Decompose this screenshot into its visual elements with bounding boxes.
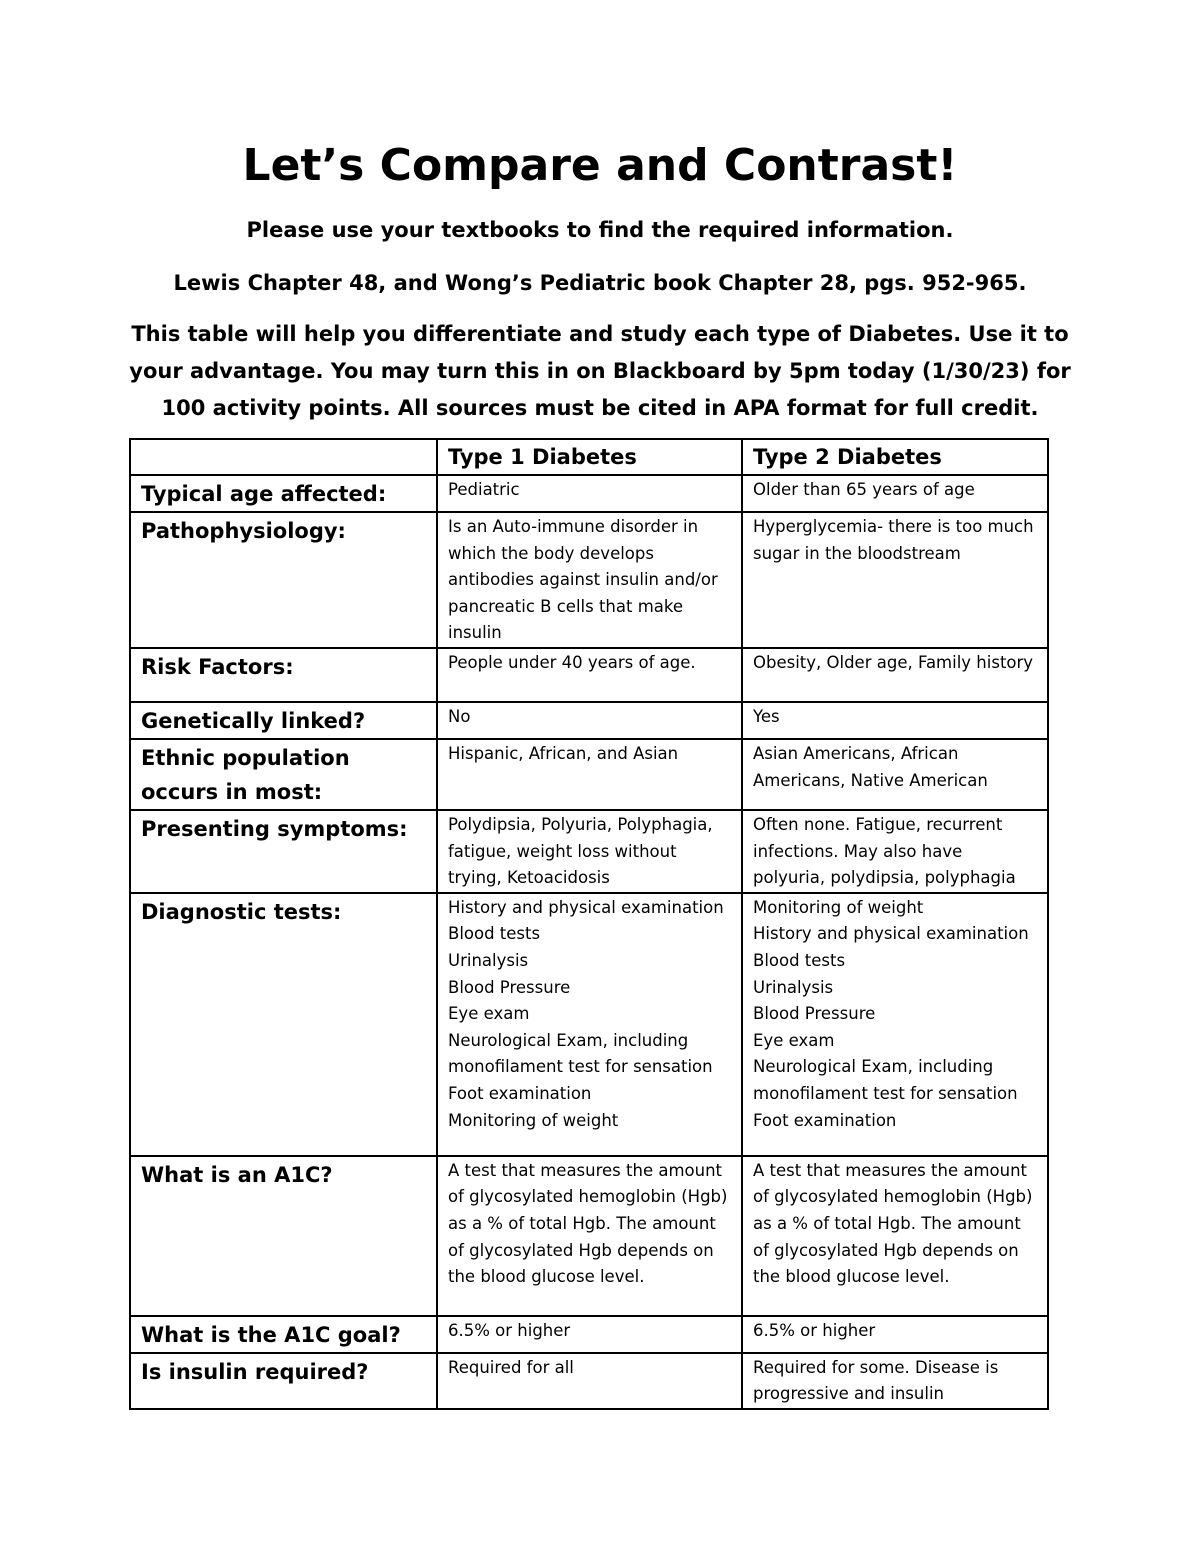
table-row: [130, 702, 1048, 739]
type2-cell: Monitoring of weight History and physical examination Blood tests Urinalysis Blood Pressure Eye exam Neurological Exam, including monofilament test for sensation Foot examination: [742, 893, 1048, 1156]
type2-cell: Obesity, Older age, Family history: [742, 648, 1048, 702]
page-title: Let’s Compare and Contrast!: [242, 140, 958, 191]
type2-cell: Required for some. Disease is progressive and insulin: [742, 1353, 1048, 1409]
header-cell-type1: Type 1 Diabetes: [437, 439, 742, 475]
table-row: [130, 739, 1048, 810]
row-label: Pathophysiology:: [130, 512, 437, 648]
instruction-text: Please use your textbooks to find the required information.: [246, 218, 954, 242]
type1-cell: Hispanic, African, and Asian: [437, 739, 742, 810]
type1-cell: People under 40 years of age.: [437, 648, 742, 702]
row-label: What is the A1C goal?: [130, 1316, 437, 1353]
type2-cell: A test that measures the amount of glycosylated hemoglobin (Hgb) as a % of total Hgb. The amount of glycosylated Hgb depends on the blood glucose level.: [742, 1156, 1048, 1316]
header-cell-blank: [130, 439, 437, 475]
type1-cell: No: [437, 702, 742, 739]
row-label: Ethnic population occurs in most:: [130, 739, 437, 810]
table-row: [130, 512, 1048, 648]
table-row: [130, 475, 1048, 512]
row-label: What is an A1C?: [130, 1156, 437, 1316]
row-label: Is insulin required?: [130, 1353, 437, 1409]
row-label: Diagnostic tests:: [130, 893, 437, 1156]
table-row: [130, 1156, 1048, 1316]
reference-text: Lewis Chapter 48, and Wong’s Pediatric book Chapter 28, pgs. 952-965.: [173, 271, 1027, 295]
type2-cell: Yes: [742, 702, 1048, 739]
type1-cell: Is an Auto-immune disorder in which the body develops antibodies against insulin and/or pancreatic B cells that make insulin: [437, 512, 742, 648]
type2-cell: Older than 65 years of age: [742, 475, 1048, 512]
type1-cell: 6.5% or higher: [437, 1316, 742, 1353]
type1-cell: Required for all: [437, 1353, 742, 1409]
row-label: Risk Factors:: [130, 648, 437, 702]
row-label: Typical age affected:: [130, 475, 437, 512]
row-label: Genetically linked?: [130, 702, 437, 739]
header-cell-type2: Type 2 Diabetes: [742, 439, 1048, 475]
type2-cell: 6.5% or higher: [742, 1316, 1048, 1353]
table-row: [130, 1353, 1048, 1409]
type1-cell: Pediatric: [437, 475, 742, 512]
table-header-row: [130, 439, 1048, 475]
assignment-text: This table will help you differentiate and study each type of Diabetes. Use it to your advantage. You may turn this in on Blackboard by 5pm today (1/30/23) for 100 activity points. All sources must be cited in APA format for full credit.: [129, 322, 1071, 420]
table-row: [130, 648, 1048, 702]
table-row: [130, 893, 1048, 1156]
type1-cell: Polydipsia, Polyuria, Polyphagia, fatigue, weight loss without trying, Ketoacidosis: [437, 810, 742, 893]
row-label: Presenting symptoms:: [130, 810, 437, 893]
comparison-table: [129, 438, 1049, 1410]
table-row: [130, 810, 1048, 893]
type2-cell: Asian Americans, African Americans, Native American: [742, 739, 1048, 810]
type2-cell: Hyperglycemia- there is too much sugar in the bloodstream: [742, 512, 1048, 648]
type1-cell: History and physical examination Blood tests Urinalysis Blood Pressure Eye exam Neurological Exam, including monofilament test for sensation Foot examination Monitoring of weight: [437, 893, 742, 1156]
table-row: [130, 1316, 1048, 1353]
type2-cell: Often none. Fatigue, recurrent infections. May also have polyuria, polydipsia, polyphagia: [742, 810, 1048, 893]
type1-cell: A test that measures the amount of glycosylated hemoglobin (Hgb) as a % of total Hgb. The amount of glycosylated Hgb depends on the blood glucose level.: [437, 1156, 742, 1316]
